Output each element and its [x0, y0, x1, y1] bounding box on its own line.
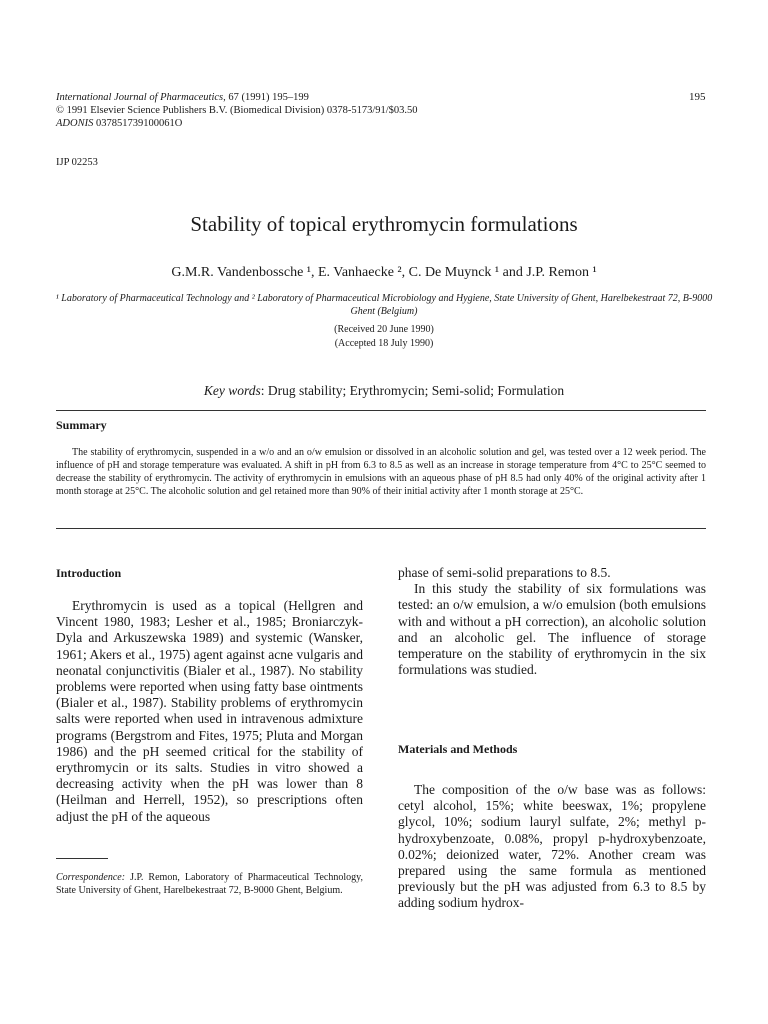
ijp-code: IJP 02253	[56, 157, 98, 168]
keywords-line	[0, 383, 768, 399]
intro-paragraph-1-continued: phase of semi-solid preparations to 8.5.	[398, 565, 611, 580]
correspondence-footnote	[56, 871, 363, 897]
page-number: 195	[689, 91, 706, 103]
adonis-label: ADONIS	[56, 118, 94, 129]
summary-top-rule	[56, 410, 706, 411]
correspondence-label: Correspondence:	[56, 872, 126, 883]
summary-text: The stability of erythromycin, suspended in a w/o and an o/w emulsion or dissolved in an alcoholic solution and gel, was tested over a 12 week period. The influence of pH and storage temperature was evaluated. A shift in pH from 6.3 to 8.5 as well as an increase in storage temperature from 4°C to 25°C seemed to decrease the stability of erythromycin. The activity of erythromycin in emulsions with an aqueous phase of pH 8.5 had only 40% of the original activity after 1 month storage at 25°C. The alcoholic solution and gel retained more than 90% of their initial activity after 1 month storage at 25°C.	[56, 447, 706, 497]
keywords-list: : Drug stability; Erythromycin; Semi-solid; Formulation	[260, 383, 565, 398]
right-column-intro	[398, 565, 706, 678]
methods-heading: Materials and Methods	[398, 742, 518, 756]
copyright-line: © 1991 Elsevier Science Publishers B.V. (Biomedical Division) 0378-5173/91/$03.50	[56, 105, 418, 116]
summary-heading: Summary	[56, 418, 107, 432]
adonis-line	[56, 117, 182, 130]
footnote-rule	[56, 858, 108, 859]
accepted-date: (Accepted 18 July 1990)	[334, 338, 434, 349]
article-title: Stability of topical erythromycin formulations	[190, 212, 578, 236]
left-column	[56, 598, 363, 825]
affiliations: ¹ Laboratory of Pharmaceutical Technology and ² Laboratory of Pharmaceutical Microbiology and Hygiene, State University of Ghent, Harelbekestraat 72, B-9000 Ghent (Belgium)	[55, 293, 713, 317]
correspondence-text: J.P. Remon, Laboratory of Pharmaceutical Technology, State University of Ghent, Harelbekestraat 72, B-9000 Ghent, Belgium.	[56, 872, 363, 896]
author-list: G.M.R. Vandenbossche ¹, E. Vanhaecke ², C. De Muynck ¹ and J.P. Remon ¹	[171, 265, 597, 280]
introduction-heading: Introduction	[56, 566, 122, 580]
journal-citation	[56, 91, 309, 104]
methods-paragraph-1: The composition of the o/w base was as follows: cetyl alcohol, 15%; white beeswax, 1%; propylene glycol, 10%; sodium lauryl sulfate, 2%; methyl p-hydroxybenzoate, 0.08%, propyl p-hydroxybenzoate, 0.02%; deionized water, 72%. Another cream was prepared using the same formula as mentioned previously but the pH was adjusted from 6.3 to 8.5 by adding sodium hydrox-	[398, 782, 706, 911]
received-date: (Received 20 June 1990)	[334, 324, 434, 335]
summary-bottom-rule	[56, 528, 706, 529]
intro-paragraph-2: In this study the stability of six formulations was tested: an o/w emulsion, a w/o emulsion (both emulsions with and without a pH correction), an alcoholic solution and an alcoholic gel. The influence of storage temperature on the stability of erythromycin in the six formulations was studied.	[398, 581, 706, 678]
intro-paragraph-1: Erythromycin is used as a topical (Hellgren and Vincent 1980, 1983; Lesher et al., 1985; Broniarczyk-Dyla and Arkuszewska 1989) and systemic (Wansker, 1961; Akers et al., 1975) agent against acne vulgaris and neonatal conjunctivitis (Bialer et al., 1987). No stability problems were reported when using fatty base ointments (Bialer et al., 1987). Stability problems of erythromycin salts were reported when used in intravenous admixture programs (Bergstrom and Fites, 1975; Pluta and Morgan 1986) and the pH seemed critical for the stability of erythromycin or its salts. Studies in vitro showed a decreasing activity when the pH was lower than 8 (Heilman and Herrell, 1952), so prescriptions often adjust the pH of the aqueous	[56, 598, 363, 824]
journal-name: International Journal of Pharmaceutics,	[56, 92, 226, 103]
right-column-methods	[398, 782, 706, 912]
journal-volume: 67 (1991) 195–199	[225, 92, 309, 103]
adonis-code: 037851739100061O	[93, 118, 183, 129]
keywords-label: Key words	[203, 383, 261, 398]
